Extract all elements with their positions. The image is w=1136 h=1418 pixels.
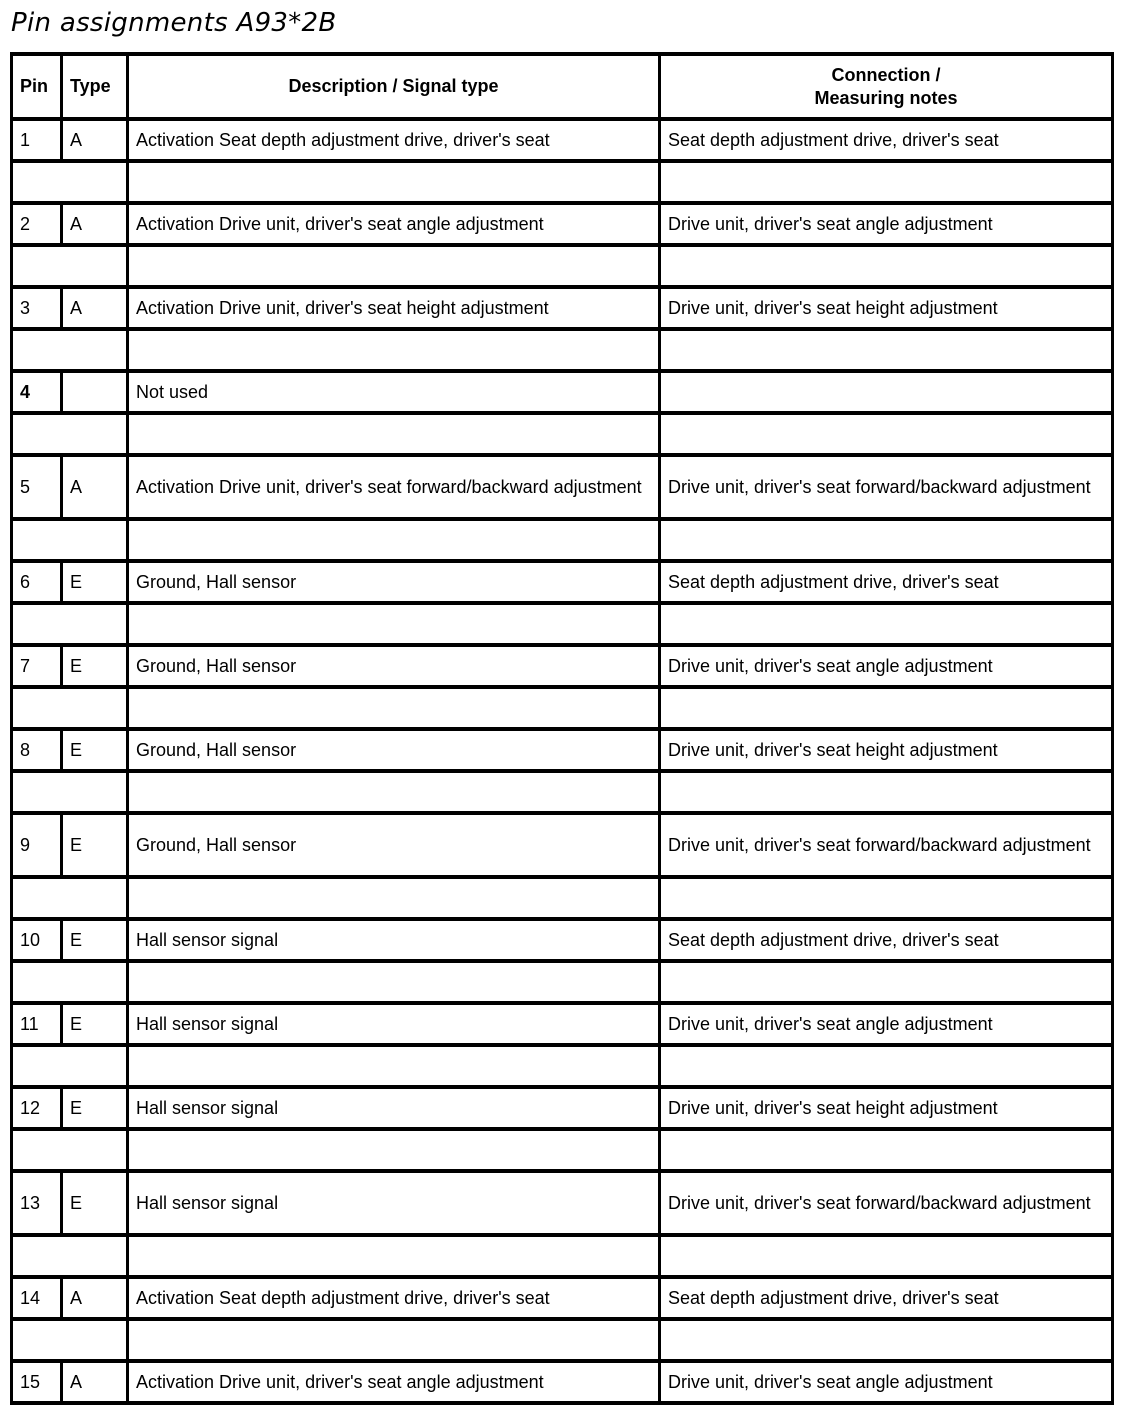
table-row	[13, 815, 1114, 879]
table-row	[13, 205, 1114, 247]
spacer-cell	[13, 247, 129, 289]
connection-cell: Drive unit, driver's seat angle adjustment	[661, 647, 1114, 689]
spacer-row	[13, 1131, 1114, 1173]
type-cell: E	[63, 815, 129, 879]
spacer-cell	[661, 963, 1114, 1005]
spacer-cell	[13, 1237, 129, 1279]
spacer-cell	[129, 605, 661, 647]
pin-cell: 6	[13, 563, 63, 605]
spacer-cell	[13, 163, 129, 205]
description-cell: Hall sensor signal	[129, 1089, 661, 1131]
spacer-cell	[661, 331, 1114, 373]
spacer-cell	[13, 773, 129, 815]
spacer-cell	[13, 331, 129, 373]
pin-cell: 1	[13, 121, 63, 163]
spacer-row	[13, 963, 1114, 1005]
connection-cell: Drive unit, driver's seat angle adjustment	[661, 1363, 1114, 1405]
spacer-cell	[129, 415, 661, 457]
table-row	[13, 373, 1114, 415]
pin-cell: 8	[13, 731, 63, 773]
spacer-cell	[129, 689, 661, 731]
table-row	[13, 563, 1114, 605]
spacer-cell	[13, 1321, 129, 1363]
type-cell: E	[63, 921, 129, 963]
spacer-cell	[129, 1321, 661, 1363]
table-row	[13, 731, 1114, 773]
table-row	[13, 1173, 1114, 1237]
description-cell: Ground, Hall sensor	[129, 815, 661, 879]
spacer-row	[13, 689, 1114, 731]
pin-cell: 10	[13, 921, 63, 963]
type-cell: A	[63, 205, 129, 247]
spacer-cell	[129, 247, 661, 289]
description-cell: Activation Drive unit, driver's seat angle adjustment	[129, 205, 661, 247]
connection-cell: Seat depth adjustment drive, driver's seat	[661, 563, 1114, 605]
spacer-cell	[661, 415, 1114, 457]
spacer-cell	[13, 963, 129, 1005]
spacer-row	[13, 331, 1114, 373]
spacer-cell	[129, 1131, 661, 1173]
table-row	[13, 1279, 1114, 1321]
pin-cell: 13	[13, 1173, 63, 1237]
header-connection	[661, 56, 1114, 121]
spacer-cell	[661, 247, 1114, 289]
spacer-cell	[129, 521, 661, 563]
description-cell: Activation Seat depth adjustment drive, driver's seat	[129, 121, 661, 163]
spacer-cell	[661, 689, 1114, 731]
type-cell: E	[63, 647, 129, 689]
connection-cell: Drive unit, driver's seat angle adjustment	[661, 1005, 1114, 1047]
page-title: Pin assignments A93*2B	[11, 8, 337, 38]
type-cell: E	[63, 1089, 129, 1131]
table-header-row	[13, 56, 1114, 121]
spacer-cell	[661, 521, 1114, 563]
spacer-cell	[13, 879, 129, 921]
header-type: Type	[63, 56, 129, 121]
connection-cell	[661, 373, 1114, 415]
spacer-row	[13, 521, 1114, 563]
pin-assignment-table	[10, 52, 1114, 1405]
type-cell	[63, 373, 129, 415]
spacer-cell	[13, 605, 129, 647]
table-row	[13, 1089, 1114, 1131]
connection-cell: Drive unit, driver's seat forward/backward adjustment	[661, 457, 1114, 521]
spacer-row	[13, 247, 1114, 289]
pin-cell: 12	[13, 1089, 63, 1131]
pin-cell: 3	[13, 289, 63, 331]
spacer-cell	[13, 521, 129, 563]
spacer-row	[13, 163, 1114, 205]
description-cell: Activation Drive unit, driver's seat height adjustment	[129, 289, 661, 331]
spacer-cell	[13, 415, 129, 457]
description-cell: Hall sensor signal	[129, 1005, 661, 1047]
pin-cell: 7	[13, 647, 63, 689]
connection-cell: Drive unit, driver's seat angle adjustment	[661, 205, 1114, 247]
pin-cell: 2	[13, 205, 63, 247]
spacer-cell	[661, 1321, 1114, 1363]
spacer-row	[13, 1321, 1114, 1363]
header-connection-line1: Connection /	[831, 64, 941, 85]
spacer-cell	[661, 605, 1114, 647]
type-cell: A	[63, 1279, 129, 1321]
description-cell: Ground, Hall sensor	[129, 563, 661, 605]
pin-cell: 15	[13, 1363, 63, 1405]
type-cell: E	[63, 731, 129, 773]
spacer-row	[13, 605, 1114, 647]
spacer-cell	[129, 1237, 661, 1279]
spacer-cell	[129, 879, 661, 921]
table-row	[13, 289, 1114, 331]
description-cell: Ground, Hall sensor	[129, 647, 661, 689]
spacer-row	[13, 773, 1114, 815]
spacer-row	[13, 415, 1114, 457]
type-cell: E	[63, 1005, 129, 1047]
table-row	[13, 647, 1114, 689]
description-cell: Hall sensor signal	[129, 921, 661, 963]
spacer-cell	[661, 1131, 1114, 1173]
spacer-cell	[129, 331, 661, 373]
pin-cell: 5	[13, 457, 63, 521]
table-row	[13, 457, 1114, 521]
connection-cell: Drive unit, driver's seat forward/backward adjustment	[661, 1173, 1114, 1237]
connection-cell: Drive unit, driver's seat height adjustment	[661, 289, 1114, 331]
type-cell: A	[63, 1363, 129, 1405]
spacer-cell	[13, 1047, 129, 1089]
table-row	[13, 921, 1114, 963]
type-cell: E	[63, 563, 129, 605]
header-connection-line2: Measuring notes	[814, 87, 958, 108]
connection-cell: Seat depth adjustment drive, driver's seat	[661, 121, 1114, 163]
description-cell: Activation Seat depth adjustment drive, driver's seat	[129, 1279, 661, 1321]
connection-cell: Drive unit, driver's seat height adjustment	[661, 1089, 1114, 1131]
spacer-cell	[129, 163, 661, 205]
table-body	[13, 121, 1114, 1405]
spacer-cell	[13, 689, 129, 731]
connection-cell: Drive unit, driver's seat height adjustment	[661, 731, 1114, 773]
description-cell: Ground, Hall sensor	[129, 731, 661, 773]
spacer-cell	[13, 1131, 129, 1173]
type-cell: A	[63, 121, 129, 163]
spacer-cell	[129, 1047, 661, 1089]
pin-cell: 14	[13, 1279, 63, 1321]
spacer-row	[13, 879, 1114, 921]
table-row	[13, 1363, 1114, 1405]
spacer-cell	[661, 1237, 1114, 1279]
connection-cell: Seat depth adjustment drive, driver's seat	[661, 1279, 1114, 1321]
connection-cell: Drive unit, driver's seat forward/backward adjustment	[661, 815, 1114, 879]
spacer-cell	[661, 773, 1114, 815]
spacer-cell	[661, 1047, 1114, 1089]
type-cell: A	[63, 457, 129, 521]
table-row	[13, 1005, 1114, 1047]
header-description: Description / Signal type	[129, 56, 661, 121]
spacer-cell	[129, 963, 661, 1005]
description-cell: Activation Drive unit, driver's seat forward/backward adjustment	[129, 457, 661, 521]
table-row	[13, 121, 1114, 163]
type-cell: E	[63, 1173, 129, 1237]
spacer-row	[13, 1047, 1114, 1089]
pin-cell: 4	[13, 373, 63, 415]
header-pin: Pin	[13, 56, 63, 121]
spacer-cell	[129, 773, 661, 815]
description-cell: Hall sensor signal	[129, 1173, 661, 1237]
pin-cell: 11	[13, 1005, 63, 1047]
spacer-row	[13, 1237, 1114, 1279]
connection-cell: Seat depth adjustment drive, driver's seat	[661, 921, 1114, 963]
spacer-cell	[661, 163, 1114, 205]
pin-cell: 9	[13, 815, 63, 879]
description-cell: Not used	[129, 373, 661, 415]
spacer-cell	[661, 879, 1114, 921]
description-cell: Activation Drive unit, driver's seat angle adjustment	[129, 1363, 661, 1405]
type-cell: A	[63, 289, 129, 331]
